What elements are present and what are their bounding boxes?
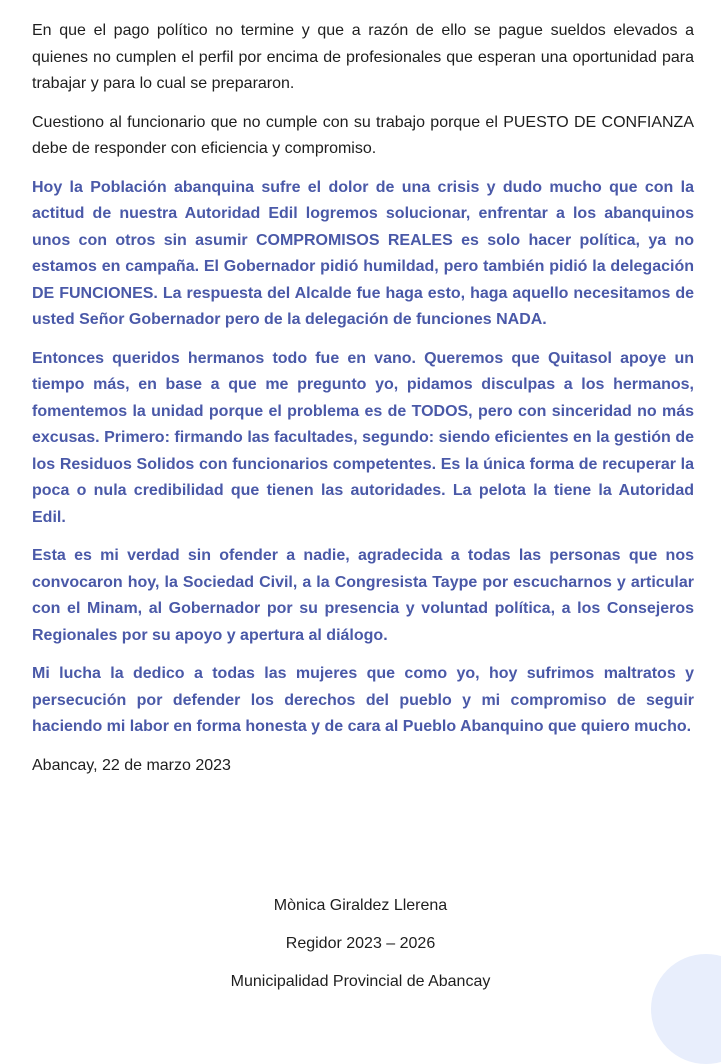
signature-position: Regidor 2023 – 2026 <box>285 935 436 952</box>
paragraph-population-crisis: Hoy la Población abanquina sufre el dolor de una crisis y dudo mucho que con la actitud de nuestra Autoridad Edil logremos solucionar, enfrentar a los abanquinos unos con otros sin asumir COMPROMISOS REALES es solo hacer política, ya no estamos en campaña. El Gobernador pidió humildad, pero también pidió la delegación DE FUNCIONES. La respuesta del Alcalde fue haga esto, haga aquello necesitamos de usted Señor Gobernador pero de la delegación de funciones NADA. <box>32 178 694 328</box>
signature-institution: Municipalidad Provincial de Abancay <box>230 973 491 990</box>
paragraph-dear-brothers: Entonces queridos hermanos todo fue en vano. Queremos que Quitasol apoye un tiempo más, en base a que me pregunto yo, pidamos disculpas a los hermanos, fomentemos la unidad porque el problema es de TODOS, pero con sinceridad no más excusas. Primero: firmando las facultades, segundo: siendo eficientes en la gestión de los Residuos Solidos con funcionarios competentes. Es la única forma de recuperar la poca o nula credibilidad que tienen las autoridades. La pelota la tiene la Autoridad Edil. <box>32 349 694 526</box>
letter-body <box>32 18 694 779</box>
signature-block <box>0 893 721 1007</box>
paragraph-trust-position: Cuestiono al funcionario que no cumple con su trabajo porque el PUESTO DE CONFIANZA debe de responder con eficiencia y compromiso. <box>32 113 694 157</box>
signature-name: Mònica Giraldez Llerena <box>273 897 448 914</box>
paragraph-dedication: Mi lucha la dedico a todas las mujeres que como yo, hoy sufrimos maltratos y persecución por defender los derechos del pueblo y mi compromiso de seguir haciendo mi labor en forma honesta y de cara al Pueblo Abanquino que quiero mucho. <box>32 665 694 735</box>
paragraph-political-payment: En que el pago político no termine y que a razón de ello se pague sueldos elevados a quienes no cumplen el perfil por encima de profesionales que esperan una oportunidad para trabajar y para lo cual se prepararon. <box>32 22 694 92</box>
letter-date: Abancay, 22 de marzo 2023 <box>32 756 231 774</box>
paragraph-gratitude: Esta es mi verdad sin ofender a nadie, agradecida a todas las personas que nos convocaron hoy, la Sociedad Civil, a la Congresista Taype por escucharnos y articular con el Minam, al Gobernador por su presencia y voluntad política, a los Consejeros Regionales por su apoyo y apertura al diálogo. <box>32 547 694 644</box>
